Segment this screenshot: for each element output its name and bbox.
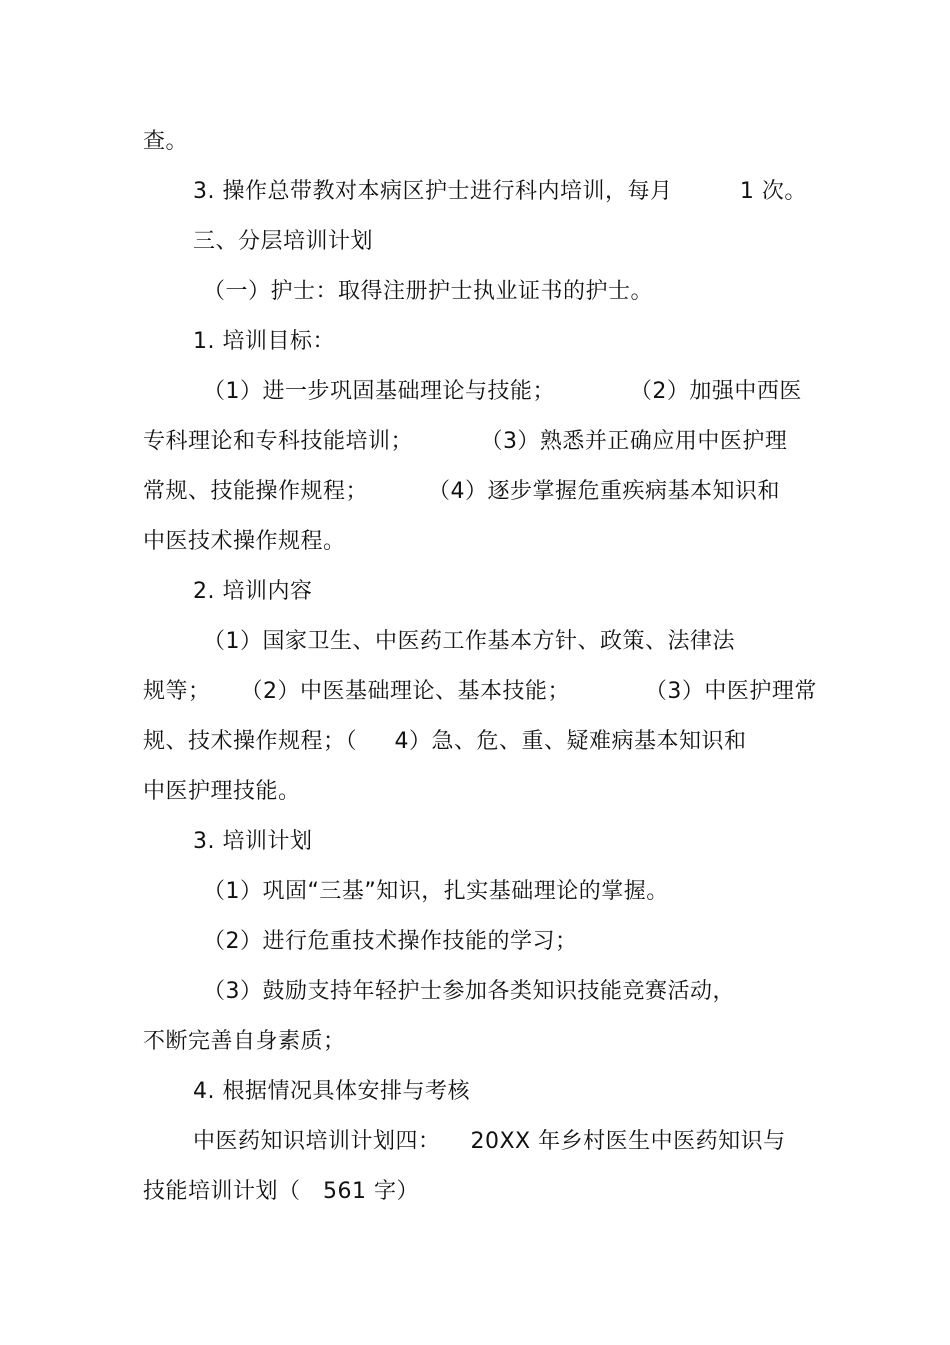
- text-line-21: 中医药知识培训计划四： 20XX 年乡村医生中医药知识与: [193, 1129, 786, 1154]
- text-line-11: （1）国家卫生、中医药工作基本方针、政策、法律法: [203, 629, 735, 654]
- text-line-9: 中医技术操作规程。: [143, 529, 346, 554]
- text-line-7: 专科理论和专科技能培训； （3）熟悉并正确应用中医护理: [143, 429, 788, 454]
- text-line-15: 3. 培训计划: [193, 829, 313, 854]
- text-line-20: 4. 根据情况具体安排与考核: [193, 1079, 470, 1104]
- text-line-5: 1. 培训目标：: [193, 329, 335, 354]
- text-line-1: 查。: [143, 129, 189, 154]
- text-line-17: （2）进行危重技术操作技能的学习；: [203, 929, 578, 954]
- text-line-6: （1）进一步巩固基础理论与技能； （2）加强中西医: [203, 379, 802, 404]
- text-line-22: 技能培训计划（ 561 字）: [143, 1179, 419, 1204]
- text-line-2: 3. 操作总带教对本病区护士进行科内培训，每月 1 次。: [193, 179, 807, 204]
- section-heading: 三、分层培训计划: [193, 229, 374, 254]
- text-line-13: 规、技术操作规程；（ 4）急、危、重、疑难病基本知识和: [143, 729, 747, 754]
- subsection-heading: （一）护士：取得注册护士执业证书的护士。: [203, 279, 654, 304]
- text-line-19: 不断完善自身素质；: [143, 1029, 346, 1054]
- text-line-16: （1）巩固“三基”知识，扎实基础理论的掌握。: [203, 879, 669, 904]
- text-line-8: 常规、技能操作规程； （4）逐步掌握危重疾病基本知识和: [143, 479, 780, 504]
- text-line-14: 中医护理技能。: [143, 779, 301, 804]
- text-line-18: （3）鼓励支持年轻护士参加各类知识技能竞赛活动，: [203, 979, 735, 1004]
- text-line-12: 规等； （2）中医基础理论、基本技能； （3）中医护理常: [143, 679, 817, 704]
- text-line-10: 2. 培训内容: [193, 579, 313, 604]
